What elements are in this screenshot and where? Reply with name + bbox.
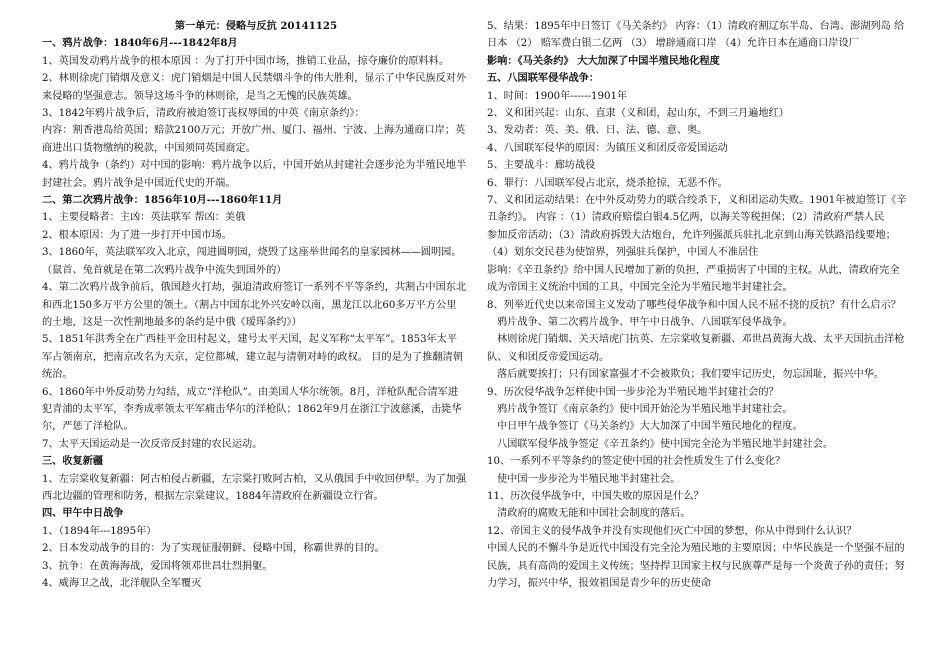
text-line: 西北边疆的管理和防务，根据左宗棠建议，1884年清政府在新疆设立行省。 (42, 490, 384, 502)
text-line: 2、日本发动战争的目的：为了实现征服朝鲜、侵略中国，称霸世界的目的。 (42, 543, 385, 555)
text-line: 影响：《辛丑条约》给中国人民增加了新的负担，严重损害了中国的主权。从此，清政府完全 (487, 264, 900, 276)
text-line: 鸦片战争签订《南京条约》使中国开始沦为半殖民地半封建社会。 (497, 403, 793, 415)
text-line: 1、主要侵略者：主凶：英法联军 帮凶：美俄 (42, 212, 246, 224)
text-line: 1、左宗棠收复新疆：阿古柏侵占新疆，左宗棠打败阿古柏，又从俄国手中收回伊犁。为了加强 (42, 473, 467, 485)
text-line: 1、英国发动鸦片战争的根本原因 ：为了打开中国市场，推销工业品，掠夺廉价的原料料。 (42, 55, 450, 67)
text-line: 1、时间：1900年------1901年 (487, 90, 628, 102)
text-line: 中国人民的不懈斗争是近代中国没有完全沦为殖民地的主要原因；中华民族是一个坚强不屈的 (487, 543, 905, 555)
text-line: 参加反帝活动；（3）清政府拆毁大沽炮台，允许列强派兵驻扎北京到山海关铁路沿线要地； (487, 229, 896, 241)
text-line: 10、一系列不平等条约的签定使中国的社会性质发生了什么变化？ (487, 456, 786, 468)
text-line: 和西北150多万平方公里的领土。（割占中国东北外兴安岭以南，黑龙江以北60多万平方公里 (42, 299, 457, 311)
text-line: 4、鸦片战争（条约）对中国的影响：鸦片战争以后，中国开始从封建社会逐步沦为半殖民地半 (42, 160, 467, 172)
text-line: 5、主要战斗：廊坊战役 (487, 160, 596, 172)
text-line: 5、1851年洪秀全在广西桂平金田村起义，建号太平天国，起义军称“太平军”。1853年太平 (42, 334, 458, 346)
text-line: 林则徐虎门销烟、关天培虎门抗英、左宗棠收复新疆、邓世昌黄海大战、太平天国抗击洋枪 (497, 334, 905, 346)
text-line: 军占领南京，把南京改名为天京，定位都城，建立起与清朝对峙的政权。 目的是为了推翻清朝 (42, 351, 463, 363)
text-line: 2、根本原因：为了进一步打开中国市场。 (42, 229, 232, 241)
text-line: 2、林则徐虎门销烟及意义：虎门销烟是中国人民禁烟斗争的伟大胜利，显示了中华民族反对外 (42, 73, 467, 85)
text-line: 7、太平天国运动是一次反帝反封建的农民运动。 (42, 438, 263, 450)
left-column (42, 18, 470, 592)
text-line: 4、威海卫之战，北洋舰队全军覆灭 (42, 578, 202, 589)
right-column (487, 18, 912, 592)
text-line: （4）划东交民巷为使馆界，列强驻兵保护，中国人不准居住 (487, 247, 759, 259)
text-line: 9、历次侵华战争怎样使中国一步步沦为半殖民地半封建社会的？ (487, 386, 779, 398)
text-line: 成为帝国主义统治中国的工具，中国完全沦为半殖民地半封建社会。 (487, 282, 793, 294)
text-line: 12、帝国主义的侵华战争并没有实现他们灭亡中国的梦想，你从中得到什么认识？ (487, 525, 857, 537)
text-line: 3、1860年，英法联军攻入北京，闯进圆明园，烧毁了这座举世闻名的皇家园林——圆明园。 (42, 247, 462, 259)
text-line: 3、发动者：英、美、俄、日、法、德、意、奥。 (487, 125, 708, 137)
text-line: 鸦片战争、第二次鸦片战争、甲午中日战争、八国联军侵华战争。 (497, 316, 793, 328)
text-line: 内容：割香港岛给英国；赔款2100万元；开放广州、厦门、福州、宁波、上海为通商口岸；英 (42, 125, 466, 137)
text-line: 6、罪行：八国联军侵占北京，烧杀抢掠，无恶不作。 (487, 177, 728, 189)
text-line: 队、义和团反帝爱国运动。 (487, 351, 610, 363)
text-line: 11、历次侵华战争中，中国失败的原因是什么？ (487, 490, 704, 502)
text-line: 1、（1894年---1895年） (42, 525, 157, 537)
section-heading: 二、第二次鸦片战争：1856年10月---1860年11月 (42, 194, 283, 207)
text-line: 八国联军侵华战争签定《辛丑条约》使中国完全沦为半殖民地半封建社会。 (497, 438, 834, 450)
text-line: 尔，严惩了洋枪队。 (42, 421, 134, 433)
text-line: 3、1842年鸦片战争后，清政府被迫签订丧权辱国的中英《南京条约》： (42, 108, 365, 120)
text-line: 4、八国联军侵华的原因：为镇压义和团反帝爱国运动 (487, 142, 728, 154)
section-heading: 三、收复新疆 (42, 455, 104, 468)
text-line: 中日甲午战争签订《马关条约》大大加深了中国半殖民地化的程度。 (497, 421, 803, 433)
text-line: 来侵略的坚强意志。领导这场斗争的林则徐，是当之无愧的民族英雄。 (42, 90, 358, 102)
text-line: 3、抗争：在黄海海战，爱国将领邓世昌壮烈捐躯。 (42, 560, 273, 572)
text-line: 4、第二次鸦片战争前后，俄国趁火打劫，强迫清政府签订一系列不平等条约，共割占中国东北 (42, 282, 467, 294)
text-line: 6、1860年中外反动势力勾结，成立“洋枪队”。由美国人华尔统领。8月，洋枪队配合清军进 (42, 386, 459, 398)
text-line: 丑条约》。 内容 ：（1）清政府赔偿白银4.5亿两，以海关等税担保；（2）清政府严禁人民 (487, 212, 885, 224)
text-line: 2、义和团兴起：山东、直隶（义和团，起山东，不到三月遍地红） (487, 108, 789, 120)
section-heading: 四、甲午中日战争 (42, 507, 124, 520)
text-line: 7、义和团运动结果：在中外反动势力的联合绞杀下，义和团运动失败。1901年被迫签订《辛 (487, 195, 907, 207)
text-line: 封建社会。鸦片战争是中国近代史的开端。 (42, 177, 236, 189)
text-line: 的土地，这是一次性割地最多的条约是中俄《瑷珲条约》） (42, 316, 302, 328)
section-heading: 五、八国联军侵华战争： (487, 72, 600, 85)
text-line: 商进出口货物缴纳的税款，中国须同英国商定。 (42, 142, 256, 154)
text-line: 统治。 (42, 369, 73, 381)
text-line: 清政府的腐败无能和中国社会制度的落后。 (497, 508, 691, 520)
text-line: 日本 （2） 赔军费白银二亿两 （3） 增辟通商口岸 （4）允许日本在通商口岸设厂 (487, 38, 859, 50)
text-line: 5、结果：1895年中日签订《马关条约》 内容：（1）清政府割辽东半岛、台湾、澎湖列岛 给 (487, 21, 905, 32)
text-line: 落后就要挨打；只有国家富强才不会被欺负；我们要牢记历史，勿忘国耻，振兴中华。 (497, 369, 885, 381)
text-line: 使中国一步步沦为半殖民地半封建社会。 (497, 473, 681, 485)
page-title: 第一单元：侵略与反抗 20141125 (174, 20, 338, 32)
section-heading: 一、鸦片战争：1840年6月---1842年8月 (42, 37, 238, 50)
text-line: 民族，具有高尚的爱国主义传统；坚持捍卫国家主权与民族尊严是每一个炎黄子孙的责任；努 (487, 560, 905, 572)
text-line: 力学习，振兴中华，报效祖国是青少年的历史使命 (487, 578, 712, 589)
text-line: 8、列举近代史以来帝国主义发动了哪些侵华战争和中国人民不屈不挠的反抗？有什么启示？ (487, 299, 901, 311)
section-heading: 影响：《马关条约》 大大加深了中国半殖民地化程度 (487, 54, 720, 67)
text-line: （鼠首、兔首就是在第二次鸦片战争中流失到国外的） (42, 264, 287, 276)
text-line: 犯青浦的太平军，李秀成率领太平军痛击华尔的洋枪队；1862年9月在浙江宁波慈溪，击毙华 (42, 403, 462, 415)
